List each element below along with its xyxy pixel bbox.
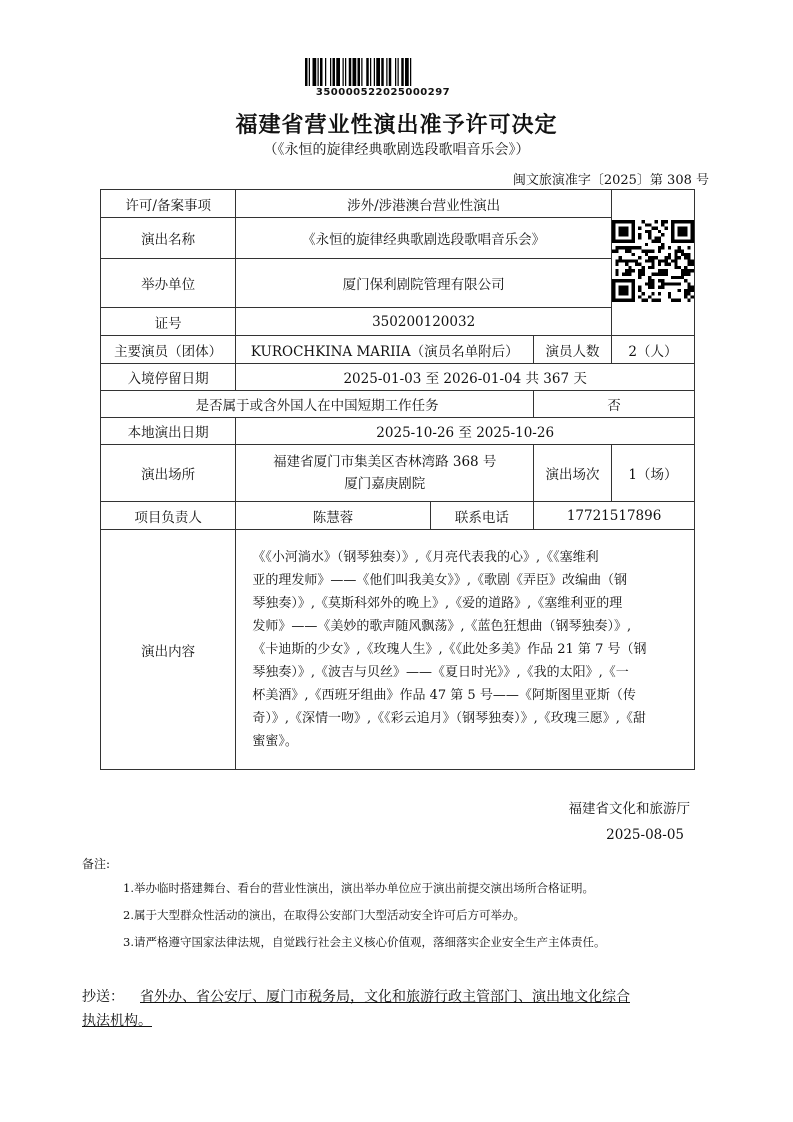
content-line: 琴独奏）》,《波吉与贝丝》——《夏日时光》》,《我的太阳》,《一 [252,665,629,680]
issue-date: 2025-08-05 [606,827,684,843]
local-date-label: 本地演出日期 [101,418,236,445]
manager-label: 项目负责人 [101,502,236,530]
manager-value: 陈慧蓉 [236,502,430,530]
venue-line-2: 厦门嘉庚剧院 [344,476,426,492]
content-line: 《《小河淌水》（钢琴独奏）》,《月亮代表我的心》,《《塞维利 [252,550,599,565]
note-item: 2.属于大型群众性活动的演出，在取得公安部门大型活动安全许可后方可举办。 [123,908,525,922]
permit-table [100,189,695,770]
show-name-label: 演出名称 [101,218,236,259]
performers-label: 主要演员（团体） [101,336,236,364]
foreign-work-value: 否 [534,391,695,418]
barcode-image [305,58,461,86]
content-label: 演出内容 [101,530,236,770]
document-subtitle: （《永恒的旋律经典歌剧选段歌唱音乐会》） [263,142,530,158]
document-number: 闽文旅演准字〔2025〕第 308 号 [512,173,709,188]
phone-label: 联系电话 [430,502,534,530]
content-line: 琴独奏）》,《莫斯科郊外的晚上》,《爱的道路》,《塞维利亚的理 [252,596,623,611]
content-line: 《卡迪斯的少女》,《玫瑰人生》,《《此处多美》作品 21 第 7 号（钢 [252,642,647,657]
cert-label: 证号 [101,308,236,336]
license-type-value: 涉外/涉港澳台营业性演出 [236,190,612,218]
barcode-number: 350000522025000297 [315,87,451,98]
document-title: 福建省营业性演出准予许可决定 [235,113,558,138]
content-line: 奇）》,《深情一吻》,《《彩云追月》（钢琴独奏）》,《玫瑰三愿》,《甜 [252,711,646,726]
cert-value: 350200120032 [236,308,612,336]
stay-date-value: 2025-01-03 至 2026-01-04 共 367 天 [236,364,695,391]
performers-value: KUROCHKINA MARIIA（演员名单附后） [236,336,534,364]
show-name-value: 《永恒的旋律经典歌剧选段歌唱音乐会》 [236,218,612,259]
cc-section [82,985,718,1033]
venue-line-1: 福建省厦门市集美区杏林湾路 368 号 [273,454,497,470]
cc-label: 抄送： [82,989,124,1005]
organizer-value: 厦门保利剧院管理有限公司 [236,259,612,308]
venue-label: 演出场所 [101,445,236,502]
content-line: 发师》——《美妙的歌声随风飘荡》,《蓝色狂想曲（钢琴独奏）》, [252,619,632,634]
cc-line-2: 执法机构。 [82,1013,152,1029]
note-item: 3.请严格遵守国家法律法规，自觉践行社会主义核心价值观，落细落实企业安全生产主体责任。 [123,935,606,949]
venue-value [236,445,534,502]
cc-line-1: 省外办、省公安厅、厦门市税务局，文化和旅游行政主管部门、演出地文化综合 [140,989,630,1005]
stay-date-label: 入境停留日期 [101,364,236,391]
sessions-value: 1（场） [611,445,694,502]
note-item: 1.举办临时搭建舞台、看台的营业性演出，演出举办单位应于演出前提交演出场所合格证明。 [123,881,594,895]
performer-count-value: 2（人） [611,336,694,364]
organizer-label: 举办单位 [101,259,236,308]
content-line: 亚的理发师》——《他们叫我美女》》,《歌剧《弄臣》改编曲（钢 [252,573,627,588]
local-date-value: 2025-10-26 至 2025-10-26 [236,418,695,445]
content-line: 蜜蜜》。 [252,734,298,749]
content-value [236,530,695,770]
license-type-label: 许可/备案事项 [101,190,236,218]
foreign-work-label: 是否属于或含外国人在中国短期工作任务 [101,391,534,418]
content-line: 杯美酒》,《西班牙组曲》作品 47 第 5 号——《阿斯图里亚斯（传 [252,688,636,703]
issuer-name: 福建省文化和旅游厅 [568,801,690,817]
performer-count-label: 演员人数 [534,336,612,364]
notes-label: 备注: [82,857,111,871]
phone-value: 17721517896 [534,502,695,530]
qr-cell [611,190,694,336]
sessions-label: 演出场次 [534,445,612,502]
qr-code-image [612,220,694,302]
